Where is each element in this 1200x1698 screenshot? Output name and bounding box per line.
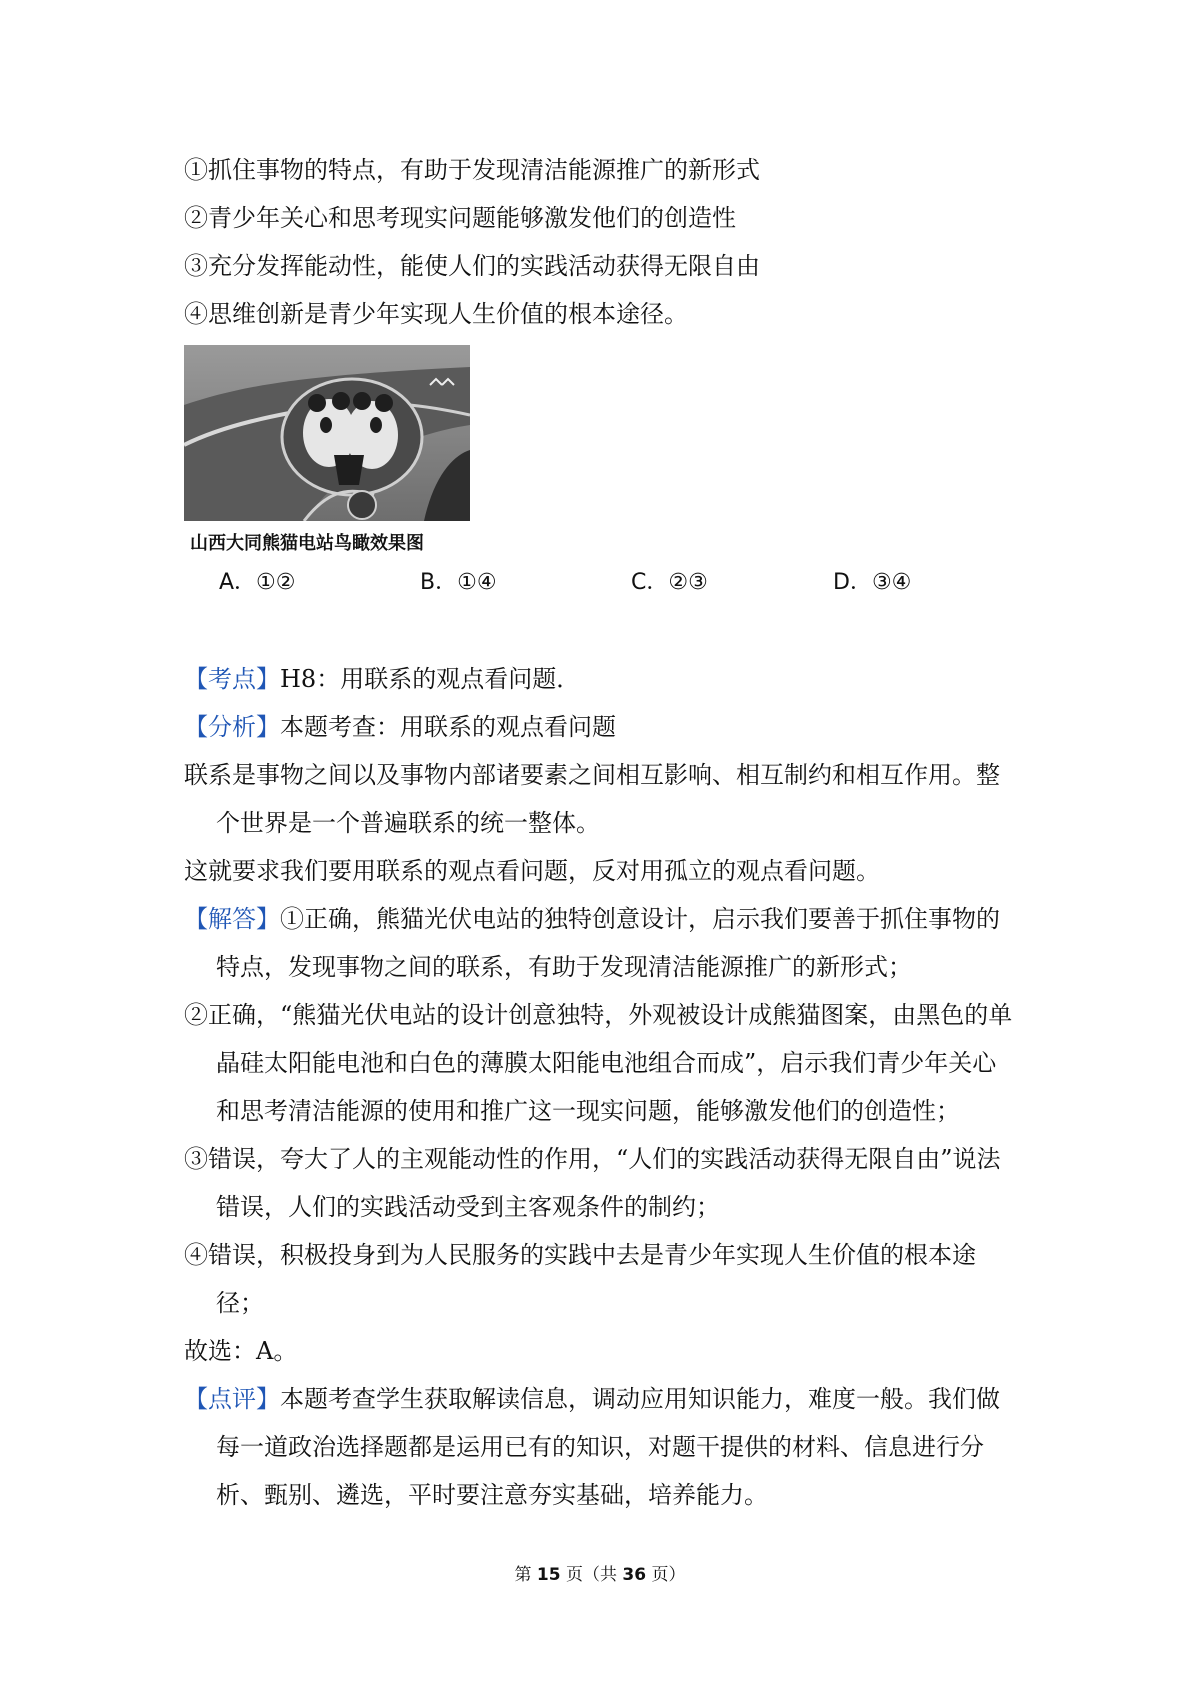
option-b: B．①④ [420,570,497,595]
fenxi-text: 本题考查：用联系的观点看问题 [280,713,616,741]
item-4-line-2: 径； [216,1289,264,1317]
figure-caption: 山西大同熊猫电站鸟瞰效果图 [190,533,424,554]
jieda-line-1 [184,903,1000,935]
fenxi-paragraph-1-line-2: 个世界是一个普遍联系的统一整体。 [216,809,600,837]
kaodian-text: H8：用联系的观点看问题． [280,665,581,693]
panda-station-image [184,345,470,521]
item-2-line-2: 晶硅太阳能电池和白色的薄膜太阳能电池组合而成”，启示我们青少年关心 [216,1049,997,1077]
fenxi-paragraph-1-line-1: 联系是事物之间以及事物内部诸要素之间相互影响、相互制约和相互作用。整 [184,761,1000,789]
dianping-line-1 [184,1383,1000,1415]
item-3-line-2: 错误，人们的实践活动受到主客观条件的制约； [216,1193,720,1221]
dianping-line-3: 析、甄别、遴选，平时要注意夯实基础，培养能力。 [216,1481,768,1509]
footer-prefix: 第 [514,1565,532,1585]
fenxi-tag: 【分析】 [184,713,280,741]
footer-total-pages: 36 [622,1565,647,1585]
option-a: A．①② [219,570,296,595]
fenxi-line [184,711,616,743]
jieda-line-2: 特点，发现事物之间的联系，有助于发现清洁能源推广的新形式； [216,953,912,981]
statement-3: ③充分发挥能动性，能使人们的实践活动获得无限自由 [184,252,760,280]
item-2-line-3: 和思考清洁能源的使用和推广这一现实问题，能够激发他们的创造性； [216,1097,960,1125]
option-c: C．②③ [631,570,708,595]
statement-2: ②青少年关心和思考现实问题能够激发他们的创造性 [184,204,736,232]
dianping-line-2: 每一道政治选择题都是运用已有的知识，对题干提供的材料、信息进行分 [216,1433,984,1461]
footer-page-number: 15 [536,1565,561,1585]
dianping-tag: 【点评】 [184,1385,280,1413]
jieda-tag: 【解答】 [184,905,280,933]
item-3-line-1: ③错误，夸大了人的主观能动性的作用，“人们的实践活动获得无限自由”说法 [184,1145,1001,1173]
statement-1: ①抓住事物的特点，有助于发现清洁能源推广的新形式 [184,156,760,184]
footer-suffix: 页） [651,1565,686,1585]
kaodian-line [184,663,580,695]
fenxi-paragraph-2: 这就要求我们要用联系的观点看问题，反对用孤立的观点看问题。 [184,857,880,885]
answer-line: 故选：A。 [184,1337,298,1365]
page-footer [0,1563,1200,1587]
statement-4: ④思维创新是青少年实现人生价值的根本途径。 [184,300,688,328]
kaodian-tag: 【考点】 [184,665,280,693]
item-2-line-1: ②正确，“熊猫光伏电站的设计创意独特，外观被设计成熊猫图案，由黑色的单 [184,1001,1013,1029]
panda-station-photo [184,345,470,521]
footer-middle: 页（共 [566,1565,617,1585]
option-d: D．③④ [833,570,912,595]
jieda-text: ①正确，熊猫光伏电站的独特创意设计，启示我们要善于抓住事物的 [280,905,1000,933]
dianping-text: 本题考查学生获取解读信息，调动应用知识能力，难度一般。我们做 [280,1385,1000,1413]
item-4-line-1: ④错误，积极投身到为人民服务的实践中去是青少年实现人生价值的根本途 [184,1241,976,1269]
